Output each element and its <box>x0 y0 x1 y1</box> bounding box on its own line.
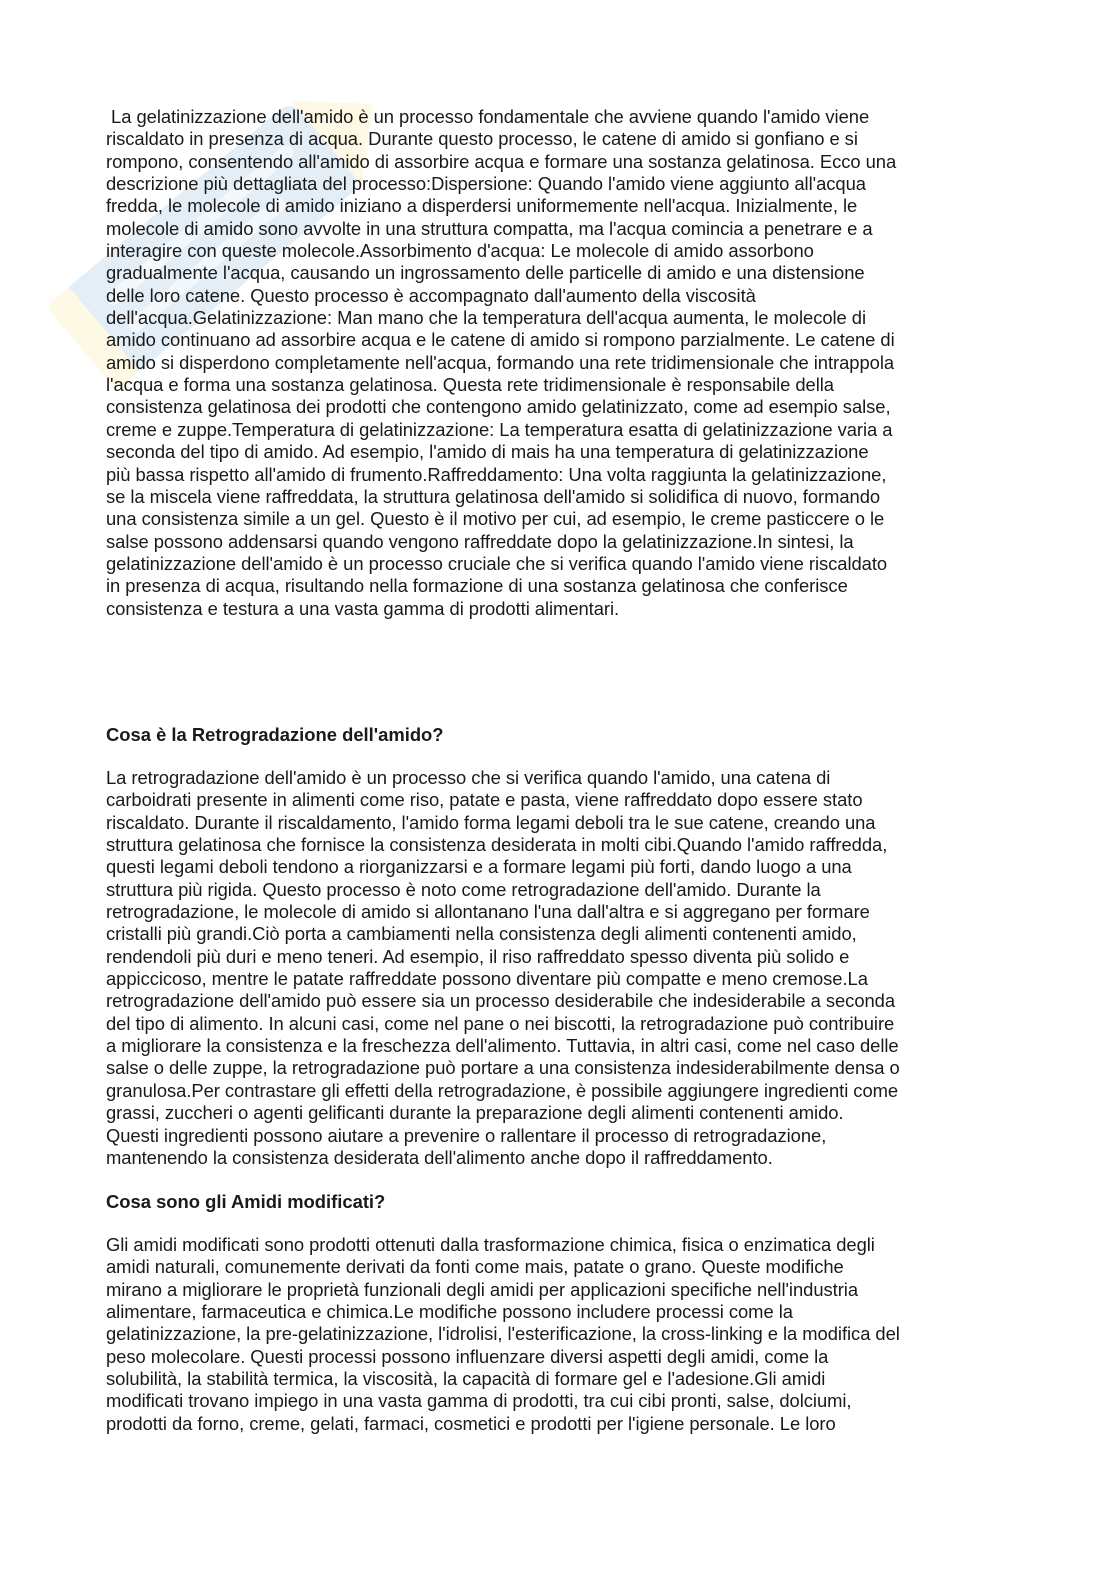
paragraph-retrogradazione <box>106 767 1026 1169</box>
text-line: appiccicoso, mentre le patate raffreddate possono diventare più compatte e meno cremose.La <box>106 968 868 990</box>
text-line: riscaldato. Durante il riscaldamento, l'amido forma legami deboli tra le sue catene, creando una <box>106 811 876 833</box>
text-line: rendendoli più duri e meno teneri. Ad esempio, il riso raffreddato spesso diventa più solido e <box>106 945 850 967</box>
text-line: seconda del tipo di amido. Ad esempio, l'amido di mais ha una temperatura di gelatinizzazione <box>106 441 869 463</box>
paragraph-amidi-modificati <box>106 1234 1026 1435</box>
text-line: salse possono addensarsi quando vengono raffreddate dopo la gelatinizzazione.In sintesi, la <box>106 530 854 552</box>
text-line: granulosa.Per contrastare gli effetti della retrogradazione, è possibile aggiungere ingredienti come <box>106 1079 899 1101</box>
text-line: molecole di amido sono avvolte in una struttura compatta, ma l'acqua comincia a penetrare e a <box>106 217 873 239</box>
text-line: amido si disperdono completamente nell'acqua, formando una rete tridimensionale che intrappola <box>106 351 895 373</box>
text-line: una consistenza simile a un gel. Questo è il motivo per cui, ad esempio, le creme pasticcere o le <box>106 508 885 530</box>
text-line: prodotti da forno, creme, gelati, farmaci, cosmetici e prodotti per l'igiene personale. Le loro <box>106 1412 836 1434</box>
text-line: se la miscela viene raffreddata, la struttura gelatinosa dell'amido si solidifica di nuovo, formando <box>106 485 881 507</box>
text-line: carboidrati presente in alimenti come riso, patate e pasta, viene raffreddato dopo essere stato <box>106 789 863 811</box>
text-line: retrogradazione, le molecole di amido si allontanano l'una dall'altra e si aggregano per formare <box>106 901 870 923</box>
text-line: creme e zuppe.Temperatura di gelatinizzazione: La temperatura esatta di gelatinizzazione varia a <box>106 418 893 440</box>
text-line: dell'acqua.Gelatinizzazione: Man mano che la temperatura dell'acqua aumenta, le molecole di <box>106 307 867 329</box>
text-line: l'acqua e forma una sostanza gelatinosa. Questa rete tridimensionale è responsabile della <box>106 374 834 396</box>
text-line: solubilità, la stabilità termica, la viscosità, la capacità di formare gel e l'adesione.Gli amidi <box>106 1368 826 1390</box>
text-line: amidi naturali, comunemente derivati da fonti come mais, patate o grano. Queste modifiche <box>106 1256 844 1278</box>
text-line: questi legami deboli tendono a riorganizzarsi e a formare legami più forti, dando luogo a una <box>106 856 852 878</box>
heading-retrogradazione: Cosa è la Retrogradazione dell'amido? <box>106 724 444 745</box>
text-line: retrogradazione dell'amido può essere sia un processo desiderabile che indesiderabile a seconda <box>106 990 896 1012</box>
text-line: gelatinizzazione dell'amido è un processo cruciale che si verifica quando l'amido viene riscaldato <box>106 552 888 574</box>
text-line: descrizione più dettagliata del processo:Dispersione: Quando l'amido viene aggiunto all'acqua <box>106 173 866 195</box>
text-line: struttura più rigida. Questo processo è noto come retrogradazione dell'amido. Durante la <box>106 878 821 900</box>
text-line: alimentare, farmaceutica e chimica.Le modifiche possono includere processi come la <box>106 1301 793 1323</box>
text-line: mantenendo la consistenza desiderata dell'alimento anche dopo il raffreddamento. <box>106 1146 773 1168</box>
text-line: consistenza e testura a una vasta gamma di prodotti alimentari. <box>106 597 620 619</box>
text-line: delle loro catene. Questo processo è accompagnato dall'aumento della viscosità <box>106 284 756 306</box>
text-line: struttura gelatinosa che fornisce la consistenza desiderata in molti cibi.Quando l'amido raffredda, <box>106 834 888 856</box>
text-line: fredda, le molecole di amido iniziano a disperdersi uniformemente nell'acqua. Inizialmente, le <box>106 195 858 217</box>
text-line: riscaldato in presenza di acqua. Durante questo processo, le catene di amido si gonfiano e si <box>106 128 858 150</box>
text-line: del tipo di alimento. In alcuni casi, come nel pane o nei biscotti, la retrogradazione può contribuire <box>106 1012 895 1034</box>
text-line: Gli amidi modificati sono prodotti ottenuti dalla trasformazione chimica, fisica o enzimatica degli <box>106 1234 875 1255</box>
text-line: mirano a migliorare le proprietà funzionali degli amidi per applicazioni specifiche nell'industria <box>106 1278 858 1300</box>
text-line: gradualmente l'acqua, causando un ingrossamento delle particelle di amido e una distensione <box>106 262 865 284</box>
text-line: in presenza di acqua, risultando nella formazione di una sostanza gelatinosa che conferisce <box>106 575 848 597</box>
text-line: La gelatinizzazione dell'amido è un processo fondamentale che avviene quando l'amido viene <box>106 106 870 127</box>
text-line: interagire con queste molecole.Assorbimento d'acqua: Le molecole di amido assorbono <box>106 240 814 262</box>
text-line: rompono, consentendo all'amido di assorbire acqua e formare una sostanza gelatinosa. Ecco una <box>106 150 897 172</box>
text-line: amido continuano ad assorbire acqua e le catene di amido si rompono parzialmente. Le catene di <box>106 329 895 351</box>
text-line: modificati trovano impiego in una vasta gamma di prodotti, tra cui cibi pronti, salse, dolciumi, <box>106 1390 852 1412</box>
text-line: cristalli più grandi.Ciò porta a cambiamenti nella consistenza degli alimenti contenenti amido, <box>106 923 857 945</box>
paragraph-gelatinizzazione <box>106 106 1026 620</box>
text-line: Questi ingredienti possono aiutare a prevenire o rallentare il processo di retrogradazione, <box>106 1124 827 1146</box>
text-line: gelatinizzazione, la pre-gelatinizzazione, l'idrolisi, l'esterificazione, la cross-linking e la modifica del <box>106 1323 900 1345</box>
text-line: a migliorare la consistenza e la freschezza dell'alimento. Tuttavia, in altri casi, come nel caso delle <box>106 1035 899 1057</box>
text-line: più bassa rispetto all'amido di frumento.Raffreddamento: Una volta raggiunta la gelatinizzazione, <box>106 463 887 485</box>
text-line: salse o delle zuppe, la retrogradazione può portare a una consistenza indesiderabilmente densa o <box>106 1057 900 1079</box>
text-line: La retrogradazione dell'amido è un processo che si verifica quando l'amido, una catena di <box>106 767 831 788</box>
text-line: grassi, zuccheri o agenti gelificanti durante la preparazione degli alimenti contenenti amido. <box>106 1102 844 1124</box>
heading-amidi-modificati: Cosa sono gli Amidi modificati? <box>106 1191 386 1212</box>
text-line: peso molecolare. Questi processi possono influenzare diversi aspetti degli amidi, come la <box>106 1345 829 1367</box>
text-line: consistenza gelatinosa dei prodotti che contengono amido gelatinizzato, come ad esempio salse, <box>106 396 891 418</box>
